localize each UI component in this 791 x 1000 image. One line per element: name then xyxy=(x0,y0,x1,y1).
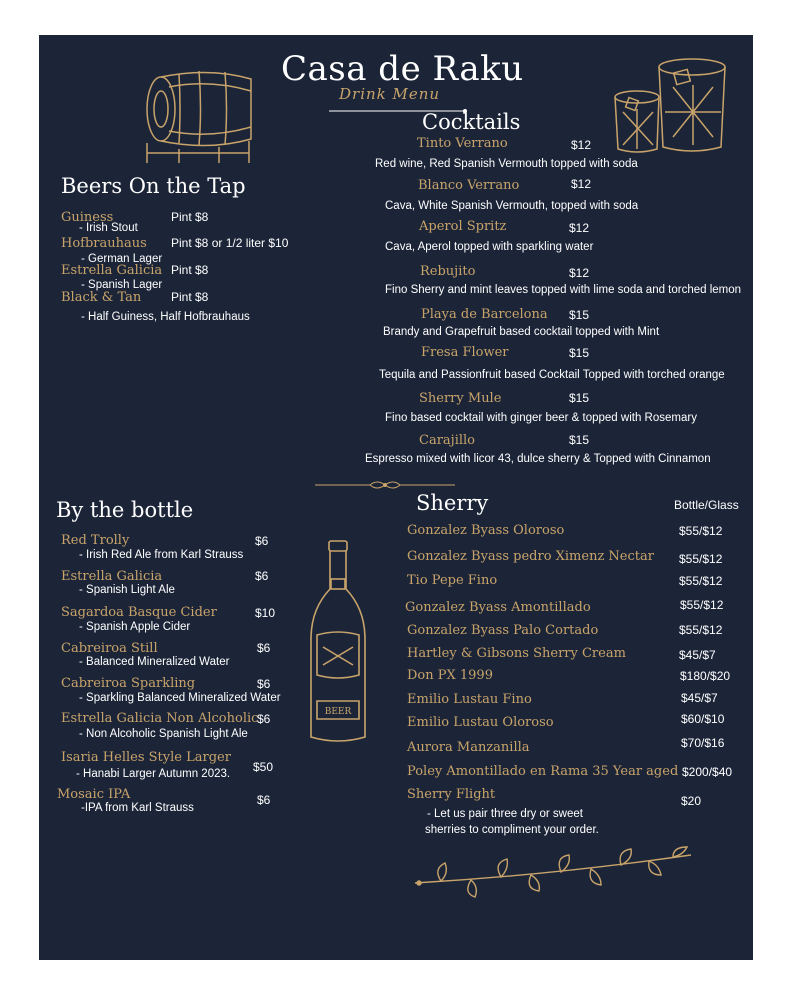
sherry-item-name: Tio Pepe Fino xyxy=(407,573,498,588)
sherry-item-name: Don PX 1999 xyxy=(407,668,493,683)
sherry-item-price: $200/$40 xyxy=(682,765,733,779)
sherry-item-name: Emilio Lustau Oloroso xyxy=(407,715,554,730)
beers-heading: Beers On the Tap xyxy=(61,174,246,198)
sherry-item-name: Emilio Lustau Fino xyxy=(407,692,532,707)
bottle-item-price: $6 xyxy=(257,793,271,807)
cocktail-item-desc: Cava, White Spanish Vermouth, topped with soda xyxy=(385,200,639,212)
sherry-item-price: $55/$12 xyxy=(679,623,723,637)
sherry-item-price: $180/$20 xyxy=(680,669,731,683)
sherry-item-price: $20 xyxy=(681,794,702,808)
bottle-item-name: Red Trolly xyxy=(61,533,130,548)
bottle-item-price: $6 xyxy=(255,569,269,583)
cocktail-item-price: $15 xyxy=(569,391,590,405)
cocktail-item-name: Playa de Barcelona xyxy=(421,307,548,322)
sherry-item-name: Hartley & Gibsons Sherry Cream xyxy=(407,646,626,661)
cocktail-item-desc: Red wine, Red Spanish Vermouth topped with soda xyxy=(375,158,638,170)
sherry-item-name: Gonzalez Byass Amontillado xyxy=(405,600,591,615)
sherry-flight-note: sherries to compliment your order. xyxy=(425,824,599,836)
barrel-icon xyxy=(139,65,257,165)
beer-item-price: Pint $8 xyxy=(171,210,209,224)
sherry-item-price: $55/$12 xyxy=(679,552,723,566)
bottles-heading: By the bottle xyxy=(56,498,194,522)
cocktail-item-price: $15 xyxy=(569,308,590,322)
sherry-item-name: Gonzalez Byass Oloroso xyxy=(407,523,565,538)
bottle-item-desc: - Sparkling Balanced Mineralized Water xyxy=(79,692,281,704)
bottle-item-price: $6 xyxy=(257,712,271,726)
cocktail-item-price: $12 xyxy=(571,177,592,191)
cocktail-item-desc: Brandy and Grapefruit based cocktail topped with Mint xyxy=(383,326,660,338)
bottle-item-name: Cabreiroa Still xyxy=(61,641,158,656)
sherry-heading: Sherry xyxy=(416,491,489,515)
sherry-item-price: $60/$10 xyxy=(681,712,725,726)
cocktail-item-name: Fresa Flower xyxy=(421,345,509,360)
cocktail-item-desc: Fino based cocktail with ginger beer & topped with Rosemary xyxy=(385,412,697,424)
sherry-flight-note: - Let us pair three dry or sweet xyxy=(427,808,583,820)
sherry-item-name: Sherry Flight xyxy=(407,787,496,802)
cocktail-item-desc: Tequila and Passionfruit based Cocktail Topped with torched orange xyxy=(379,369,725,381)
beer-bottle-icon xyxy=(307,539,369,745)
bottle-item-desc: - Spanish Light Ale xyxy=(79,584,175,596)
cocktail-item-name: Tinto Verrano xyxy=(417,136,508,151)
sherry-item-name: Gonzalez Byass Palo Cortado xyxy=(407,623,599,638)
bottle-item-desc: -IPA from Karl Strauss xyxy=(81,802,194,814)
cocktail-item-desc: Fino Sherry and mint leaves topped with lime soda and torched lemon xyxy=(385,284,742,296)
beer-item-name: Estrella Galicia xyxy=(61,263,163,278)
beer-item-desc: - German Lager xyxy=(81,253,163,265)
bottle-item-name: Estrella Galicia xyxy=(61,569,163,584)
beer-item-name: Guiness xyxy=(61,210,114,225)
bottle-item-name: Mosaic IPA xyxy=(57,787,131,802)
ornament-divider xyxy=(315,479,455,491)
sherry-column-label: Bottle/Glass xyxy=(674,498,739,512)
bottle-item-price: $10 xyxy=(255,606,276,620)
beer-item-price: Pint $8 or 1/2 liter $10 xyxy=(171,236,289,250)
bottle-item-desc: - Spanish Apple Cider xyxy=(79,621,191,633)
beer-item-name: Black & Tan xyxy=(61,290,142,305)
cocktail-item-desc: Espresso mixed with licor 43, dulce sherry & Topped with Cinnamon xyxy=(365,453,711,465)
beer-item-desc: - Half Guiness, Half Hofbrauhaus xyxy=(81,311,250,323)
menu-card xyxy=(39,35,753,960)
sherry-item-name: Gonzalez Byass pedro Ximenz Nectar xyxy=(407,549,654,564)
sherry-item-price: $45/$7 xyxy=(681,691,718,705)
sherry-item-price: $45/$7 xyxy=(679,648,716,662)
sherry-item-price: $70/$16 xyxy=(681,736,725,750)
cocktail-item-price: $12 xyxy=(569,266,590,280)
sherry-item-price: $55/$12 xyxy=(680,598,724,612)
beer-item-desc: - Irish Stout xyxy=(79,222,138,234)
cocktail-item-price: $12 xyxy=(569,221,590,235)
sherry-item-price: $55/$12 xyxy=(679,574,723,588)
bottle-item-price: $6 xyxy=(257,641,271,655)
bottle-item-desc: - Balanced Mineralized Water xyxy=(79,656,230,668)
cocktail-item-name: Sherry Mule xyxy=(419,391,502,406)
cocktail-item-name: Rebujito xyxy=(420,264,476,279)
bottle-item-desc: - Hanabi Larger Autumn 2023. xyxy=(76,768,231,780)
bottle-item-desc: - Non Alcoholic Spanish Light Ale xyxy=(79,728,248,740)
cocktail-item-name: Blanco Verrano xyxy=(418,178,520,193)
bottle-item-price: $6 xyxy=(255,534,269,548)
cocktail-item-price: $15 xyxy=(569,433,590,447)
glasses-icon xyxy=(613,57,728,157)
sherry-item-name: Aurora Manzanilla xyxy=(407,740,530,755)
bottle-item-desc: - Irish Red Ale from Karl Strauss xyxy=(79,549,244,561)
beer-item-desc: - Spanish Lager xyxy=(81,279,163,291)
cocktail-item-name: Aperol Spritz xyxy=(419,219,507,234)
cocktail-item-price: $12 xyxy=(571,138,592,152)
bottle-item-price: $50 xyxy=(253,760,274,774)
beer-item-name: Hofbrauhaus xyxy=(61,236,147,251)
beer-item-price: Pint $8 xyxy=(171,263,209,277)
sherry-item-price: $55/$12 xyxy=(679,524,723,538)
beer-item-price: Pint $8 xyxy=(171,290,209,304)
bottle-item-name: Isaria Helles Style Larger xyxy=(61,750,231,765)
cocktail-item-price: $15 xyxy=(569,346,590,360)
menu-title: Casa de Raku xyxy=(281,49,524,89)
branch-ornament xyxy=(411,845,695,901)
bottle-item-name: Sagardoa Basque Cider xyxy=(61,605,217,620)
cocktail-item-desc: Cava, Aperol topped with sparkling water xyxy=(385,241,594,253)
beer-label-text: BEER xyxy=(324,707,352,717)
bottle-item-name: Estrella Galicia Non Alcoholic xyxy=(61,711,259,726)
bottle-item-price: $6 xyxy=(257,677,271,691)
cocktails-heading: Cocktails xyxy=(422,110,521,134)
menu-subtitle: Drink Menu xyxy=(339,85,441,103)
cocktail-item-name: Carajillo xyxy=(419,433,475,448)
bottle-item-name: Cabreiroa Sparkling xyxy=(61,676,196,691)
sherry-item-name: Poley Amontillado en Rama 35 Year aged xyxy=(407,764,679,779)
